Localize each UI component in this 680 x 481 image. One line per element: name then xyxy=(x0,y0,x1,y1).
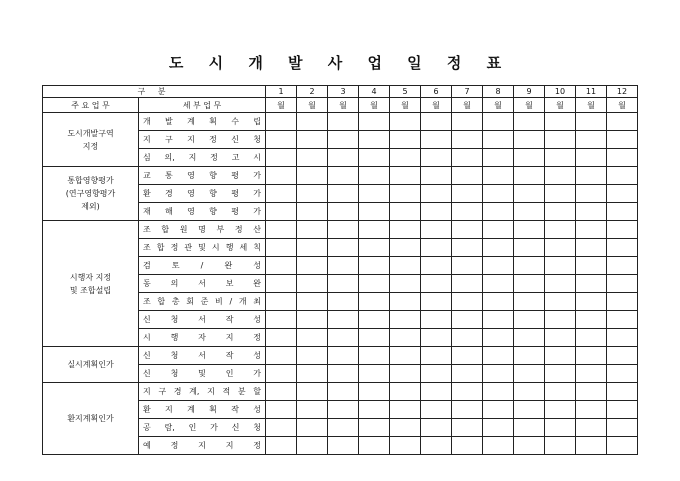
schedule-cell[interactable] xyxy=(576,293,607,311)
main-task-label: 통합영향평가 xyxy=(67,176,114,185)
schedule-cell[interactable] xyxy=(328,293,359,311)
schedule-cell[interactable] xyxy=(297,437,328,455)
schedule-cell[interactable] xyxy=(607,347,638,365)
schedule-cell[interactable] xyxy=(576,365,607,383)
schedule-cell[interactable] xyxy=(266,203,297,221)
schedule-cell[interactable] xyxy=(390,437,421,455)
schedule-cell[interactable] xyxy=(607,293,638,311)
month-unit: 월 xyxy=(545,98,576,113)
schedule-cell[interactable] xyxy=(390,257,421,275)
schedule-cell[interactable] xyxy=(297,131,328,149)
schedule-cell[interactable] xyxy=(483,185,514,203)
schedule-cell[interactable] xyxy=(359,347,390,365)
schedule-cell[interactable] xyxy=(483,401,514,419)
schedule-cell[interactable] xyxy=(514,257,545,275)
detail-task-cell: 공 람, 인 가 신 청 xyxy=(139,419,266,437)
main-task-label: 제외) xyxy=(81,202,100,211)
schedule-cell[interactable] xyxy=(514,149,545,167)
schedule-cell[interactable] xyxy=(390,383,421,401)
schedule-cell[interactable] xyxy=(359,131,390,149)
month-number: 2 xyxy=(297,86,328,98)
schedule-cell[interactable] xyxy=(359,149,390,167)
schedule-cell[interactable] xyxy=(514,131,545,149)
detail-task-cell: 개 발 계 획 수 립 xyxy=(139,113,266,131)
detail-task-cell: 지 구 지 정 신 청 xyxy=(139,131,266,149)
schedule-cell[interactable] xyxy=(266,365,297,383)
schedule-cell[interactable] xyxy=(607,329,638,347)
month-unit: 월 xyxy=(452,98,483,113)
schedule-cell[interactable] xyxy=(576,401,607,419)
schedule-cell[interactable] xyxy=(297,365,328,383)
schedule-cell[interactable] xyxy=(545,113,576,131)
schedule-cell[interactable] xyxy=(297,239,328,257)
schedule-cell[interactable] xyxy=(297,401,328,419)
schedule-cell[interactable] xyxy=(390,239,421,257)
schedule-cell[interactable] xyxy=(297,257,328,275)
schedule-cell[interactable] xyxy=(576,221,607,239)
month-number: 6 xyxy=(421,86,452,98)
schedule-cell[interactable] xyxy=(390,275,421,293)
schedule-cell[interactable] xyxy=(359,401,390,419)
schedule-cell[interactable] xyxy=(607,221,638,239)
schedule-cell[interactable] xyxy=(359,185,390,203)
schedule-cell[interactable] xyxy=(607,401,638,419)
schedule-cell[interactable] xyxy=(576,239,607,257)
schedule-cell[interactable] xyxy=(514,419,545,437)
schedule-cell[interactable] xyxy=(545,347,576,365)
schedule-cell[interactable] xyxy=(483,203,514,221)
schedule-cell[interactable] xyxy=(328,167,359,185)
schedule-cell[interactable] xyxy=(266,329,297,347)
schedule-cell[interactable] xyxy=(452,131,483,149)
month-number: 11 xyxy=(576,86,607,98)
schedule-cell[interactable] xyxy=(390,347,421,365)
schedule-cell[interactable] xyxy=(328,221,359,239)
schedule-cell[interactable] xyxy=(328,347,359,365)
detail-task-cell: 재 해 영 향 평 가 xyxy=(139,203,266,221)
schedule-cell[interactable] xyxy=(607,437,638,455)
schedule-cell[interactable] xyxy=(545,149,576,167)
schedule-cell[interactable] xyxy=(390,419,421,437)
schedule-cell[interactable] xyxy=(266,239,297,257)
schedule-cell[interactable] xyxy=(421,275,452,293)
schedule-cell[interactable] xyxy=(390,365,421,383)
detail-task-cell: 지 구 경 계, 지 적 분 할 xyxy=(139,383,266,401)
schedule-cell[interactable] xyxy=(328,437,359,455)
schedule-cell[interactable] xyxy=(328,149,359,167)
month-unit: 월 xyxy=(514,98,545,113)
schedule-cell[interactable] xyxy=(266,149,297,167)
schedule-cell[interactable] xyxy=(452,167,483,185)
detail-task-cell: 신 청 서 작 성 xyxy=(139,347,266,365)
main-task-label: 및 조합설립 xyxy=(69,285,112,295)
schedule-cell[interactable] xyxy=(607,149,638,167)
schedule-cell[interactable] xyxy=(297,113,328,131)
schedule-cell[interactable] xyxy=(297,383,328,401)
schedule-cell[interactable] xyxy=(483,437,514,455)
schedule-cell[interactable] xyxy=(359,365,390,383)
schedule-cell[interactable] xyxy=(483,257,514,275)
schedule-cell[interactable] xyxy=(545,437,576,455)
schedule-cell[interactable] xyxy=(514,293,545,311)
schedule-cell[interactable] xyxy=(266,275,297,293)
detail-task-cell: 예 정 지 지 정 xyxy=(139,437,266,455)
schedule-cell[interactable] xyxy=(607,311,638,329)
month-number: 9 xyxy=(514,86,545,98)
schedule-cell[interactable] xyxy=(390,167,421,185)
schedule-cell[interactable] xyxy=(421,167,452,185)
schedule-cell[interactable] xyxy=(545,275,576,293)
schedule-cell[interactable] xyxy=(545,383,576,401)
schedule-cell[interactable] xyxy=(421,401,452,419)
schedule-cell[interactable] xyxy=(328,203,359,221)
schedule-cell[interactable] xyxy=(576,185,607,203)
schedule-cell[interactable] xyxy=(576,347,607,365)
schedule-cell[interactable] xyxy=(421,329,452,347)
header-row-columns xyxy=(43,98,638,113)
main-task-label: (연구영향평가 xyxy=(65,189,116,198)
schedule-cell[interactable] xyxy=(452,239,483,257)
month-number: 8 xyxy=(483,86,514,98)
schedule-cell[interactable] xyxy=(514,347,545,365)
schedule-cell[interactable] xyxy=(576,149,607,167)
schedule-cell[interactable] xyxy=(297,275,328,293)
schedule-cell[interactable] xyxy=(545,365,576,383)
schedule-cell[interactable] xyxy=(328,185,359,203)
main-task-label: 실시계획인가 xyxy=(67,360,114,369)
schedule-cell[interactable] xyxy=(545,293,576,311)
schedule-cell[interactable] xyxy=(545,329,576,347)
table-row xyxy=(43,221,638,239)
schedule-cell[interactable] xyxy=(266,383,297,401)
schedule-cell[interactable] xyxy=(359,221,390,239)
schedule-cell[interactable] xyxy=(576,203,607,221)
schedule-cell[interactable] xyxy=(452,437,483,455)
page-title: 도 시 개 발 사 업 일 정 표 xyxy=(168,54,512,72)
schedule-cell[interactable] xyxy=(607,167,638,185)
schedule-cell[interactable] xyxy=(452,221,483,239)
schedule-cell[interactable] xyxy=(421,203,452,221)
schedule-cell[interactable] xyxy=(545,167,576,185)
schedule-cell[interactable] xyxy=(607,257,638,275)
schedule-cell[interactable] xyxy=(328,401,359,419)
detail-task-cell: 심 의, 지 정 고 시 xyxy=(139,149,266,167)
schedule-cell[interactable] xyxy=(483,419,514,437)
main-task-label: 지정 xyxy=(82,141,99,151)
schedule-cell[interactable] xyxy=(390,203,421,221)
schedule-cell[interactable] xyxy=(359,203,390,221)
schedule-cell[interactable] xyxy=(514,185,545,203)
schedule-cell[interactable] xyxy=(390,221,421,239)
schedule-cell[interactable] xyxy=(514,239,545,257)
schedule-cell[interactable] xyxy=(359,437,390,455)
month-number: 5 xyxy=(390,86,421,98)
schedule-cell[interactable] xyxy=(514,113,545,131)
schedule-cell[interactable] xyxy=(452,149,483,167)
schedule-cell[interactable] xyxy=(421,311,452,329)
main-task-label: 도시개발구역 xyxy=(67,128,114,138)
schedule-cell[interactable] xyxy=(266,419,297,437)
schedule-cell[interactable] xyxy=(421,293,452,311)
schedule-cell[interactable] xyxy=(266,167,297,185)
schedule-cell[interactable] xyxy=(545,221,576,239)
schedule-cell[interactable] xyxy=(297,203,328,221)
main-task-label: 시행자 지정 xyxy=(69,272,112,282)
table-row xyxy=(43,347,638,365)
schedule-cell[interactable] xyxy=(483,149,514,167)
schedule-cell[interactable] xyxy=(328,131,359,149)
schedule-cell[interactable] xyxy=(576,113,607,131)
schedule-cell[interactable] xyxy=(607,419,638,437)
detail-task-cell: 조 합 총 회 준 비 / 개 최 xyxy=(139,293,266,311)
schedule-cell[interactable] xyxy=(390,329,421,347)
schedule-cell[interactable] xyxy=(328,419,359,437)
schedule-cell[interactable] xyxy=(297,329,328,347)
schedule-cell[interactable] xyxy=(297,347,328,365)
schedule-cell[interactable] xyxy=(266,131,297,149)
schedule-cell[interactable] xyxy=(328,239,359,257)
schedule-cell[interactable] xyxy=(328,365,359,383)
schedule-cell[interactable] xyxy=(359,257,390,275)
month-number: 12 xyxy=(607,86,638,98)
month-unit: 월 xyxy=(576,98,607,113)
schedule-cell[interactable] xyxy=(421,347,452,365)
schedule-cell[interactable] xyxy=(483,347,514,365)
schedule-cell[interactable] xyxy=(576,311,607,329)
schedule-cell[interactable] xyxy=(390,293,421,311)
schedule-cell[interactable] xyxy=(545,185,576,203)
schedule-cell[interactable] xyxy=(483,131,514,149)
schedule-cell[interactable] xyxy=(452,383,483,401)
month-number: 4 xyxy=(359,86,390,98)
category-header: 구 분 xyxy=(43,86,266,98)
schedule-cell[interactable] xyxy=(452,113,483,131)
detail-task-cell: 신 청 및 인 가 xyxy=(139,365,266,383)
schedule-cell[interactable] xyxy=(266,185,297,203)
schedule-cell[interactable] xyxy=(483,167,514,185)
schedule-cell[interactable] xyxy=(514,401,545,419)
schedule-cell[interactable] xyxy=(390,113,421,131)
schedule-cell[interactable] xyxy=(328,311,359,329)
detail-task-cell: 환 경 영 향 평 가 xyxy=(139,185,266,203)
schedule-cell[interactable] xyxy=(266,113,297,131)
schedule-cell[interactable] xyxy=(483,311,514,329)
header-row-category xyxy=(43,86,638,98)
month-unit: 월 xyxy=(266,98,297,113)
schedule-cell[interactable] xyxy=(390,149,421,167)
schedule-cell[interactable] xyxy=(359,293,390,311)
table-row xyxy=(43,167,638,185)
schedule-cell[interactable] xyxy=(452,329,483,347)
schedule-cell[interactable] xyxy=(607,239,638,257)
schedule-cell[interactable] xyxy=(452,293,483,311)
schedule-cell[interactable] xyxy=(297,293,328,311)
month-unit: 월 xyxy=(390,98,421,113)
schedule-cell[interactable] xyxy=(359,329,390,347)
schedule-cell[interactable] xyxy=(514,203,545,221)
schedule-cell[interactable] xyxy=(266,221,297,239)
month-unit: 월 xyxy=(297,98,328,113)
month-unit: 월 xyxy=(359,98,390,113)
schedule-cell[interactable] xyxy=(607,275,638,293)
schedule-cell[interactable] xyxy=(483,383,514,401)
schedule-cell[interactable] xyxy=(452,185,483,203)
schedule-cell[interactable] xyxy=(514,221,545,239)
schedule-cell[interactable] xyxy=(576,383,607,401)
schedule-cell[interactable] xyxy=(483,239,514,257)
main-task-cell xyxy=(43,113,139,167)
schedule-cell[interactable] xyxy=(297,149,328,167)
schedule-cell[interactable] xyxy=(266,347,297,365)
month-number: 7 xyxy=(452,86,483,98)
schedule-cell[interactable] xyxy=(421,185,452,203)
schedule-cell[interactable] xyxy=(359,113,390,131)
schedule-cell[interactable] xyxy=(514,437,545,455)
main-task-label: 환지계획인가 xyxy=(67,414,114,423)
schedule-cell[interactable] xyxy=(421,257,452,275)
schedule-cell[interactable] xyxy=(359,275,390,293)
schedule-cell[interactable] xyxy=(328,329,359,347)
schedule-cell[interactable] xyxy=(266,311,297,329)
schedule-cell[interactable] xyxy=(514,365,545,383)
schedule-cell[interactable] xyxy=(390,311,421,329)
month-unit: 월 xyxy=(328,98,359,113)
schedule-cell[interactable] xyxy=(421,239,452,257)
schedule-table xyxy=(42,85,638,455)
schedule-cell[interactable] xyxy=(266,401,297,419)
schedule-cell[interactable] xyxy=(421,419,452,437)
schedule-cell[interactable] xyxy=(421,383,452,401)
schedule-cell[interactable] xyxy=(359,311,390,329)
schedule-cell[interactable] xyxy=(328,257,359,275)
main-task-cell xyxy=(43,167,139,221)
detail-task-cell: 환 지 계 획 작 성 xyxy=(139,401,266,419)
schedule-cell[interactable] xyxy=(545,257,576,275)
schedule-cell[interactable] xyxy=(266,437,297,455)
schedule-cell[interactable] xyxy=(607,365,638,383)
table-row xyxy=(43,113,638,131)
detail-task-cell: 동 의 서 보 완 xyxy=(139,275,266,293)
schedule-body xyxy=(43,86,638,455)
schedule-cell[interactable] xyxy=(545,419,576,437)
schedule-cell[interactable] xyxy=(328,383,359,401)
detail-task-cell: 신 청 서 작 성 xyxy=(139,311,266,329)
schedule-cell[interactable] xyxy=(421,221,452,239)
schedule-cell[interactable] xyxy=(297,311,328,329)
schedule-cell[interactable] xyxy=(545,203,576,221)
schedule-cell[interactable] xyxy=(452,401,483,419)
schedule-cell[interactable] xyxy=(452,275,483,293)
schedule-cell[interactable] xyxy=(607,113,638,131)
schedule-cell[interactable] xyxy=(297,221,328,239)
schedule-cell[interactable] xyxy=(359,383,390,401)
schedule-cell[interactable] xyxy=(421,113,452,131)
schedule-cell[interactable] xyxy=(576,257,607,275)
schedule-cell[interactable] xyxy=(266,293,297,311)
schedule-cell[interactable] xyxy=(607,185,638,203)
schedule-cell[interactable] xyxy=(545,131,576,149)
schedule-cell[interactable] xyxy=(607,131,638,149)
detail-task-cell: 시 행 자 지 정 xyxy=(139,329,266,347)
schedule-cell[interactable] xyxy=(483,275,514,293)
schedule-cell[interactable] xyxy=(607,203,638,221)
schedule-cell[interactable] xyxy=(483,221,514,239)
schedule-cell[interactable] xyxy=(514,311,545,329)
month-number: 1 xyxy=(266,86,297,98)
schedule-cell[interactable] xyxy=(421,365,452,383)
schedule-cell[interactable] xyxy=(390,401,421,419)
schedule-cell[interactable] xyxy=(390,185,421,203)
month-unit: 월 xyxy=(607,98,638,113)
schedule-cell[interactable] xyxy=(452,419,483,437)
detail-task-cell: 조 합 원 명 부 정 산 xyxy=(139,221,266,239)
schedule-cell[interactable] xyxy=(483,113,514,131)
month-unit: 월 xyxy=(421,98,452,113)
main-task-cell xyxy=(43,347,139,383)
schedule-cell[interactable] xyxy=(576,419,607,437)
schedule-cell[interactable] xyxy=(483,329,514,347)
month-number: 10 xyxy=(545,86,576,98)
month-number: 3 xyxy=(328,86,359,98)
schedule-cell[interactable] xyxy=(452,365,483,383)
schedule-cell[interactable] xyxy=(359,239,390,257)
schedule-cell[interactable] xyxy=(514,383,545,401)
schedule-cell[interactable] xyxy=(514,167,545,185)
schedule-cell[interactable] xyxy=(452,347,483,365)
schedule-cell[interactable] xyxy=(421,149,452,167)
table-row xyxy=(43,383,638,401)
schedule-cell[interactable] xyxy=(452,203,483,221)
schedule-cell[interactable] xyxy=(328,113,359,131)
schedule-cell[interactable] xyxy=(576,167,607,185)
schedule-cell[interactable] xyxy=(359,167,390,185)
detail-task-cell: 조 합 정 관 및 시 행 세 칙 xyxy=(139,239,266,257)
schedule-cell[interactable] xyxy=(483,293,514,311)
schedule-cell[interactable] xyxy=(545,311,576,329)
schedule-cell[interactable] xyxy=(421,131,452,149)
schedule-cell[interactable] xyxy=(328,275,359,293)
schedule-cell[interactable] xyxy=(297,185,328,203)
schedule-cell[interactable] xyxy=(576,275,607,293)
main-task-header: 주 요 업 무 xyxy=(43,98,139,113)
schedule-cell[interactable] xyxy=(297,167,328,185)
schedule-cell[interactable] xyxy=(359,419,390,437)
schedule-cell[interactable] xyxy=(297,419,328,437)
schedule-cell[interactable] xyxy=(576,131,607,149)
main-task-cell xyxy=(43,383,139,455)
detail-task-cell: 교 통 영 향 평 가 xyxy=(139,167,266,185)
schedule-cell[interactable] xyxy=(390,131,421,149)
schedule-cell[interactable] xyxy=(576,437,607,455)
schedule-cell[interactable] xyxy=(607,383,638,401)
detail-task-cell: 검 토 / 완 성 xyxy=(139,257,266,275)
schedule-cell[interactable] xyxy=(452,257,483,275)
schedule-cell[interactable] xyxy=(421,437,452,455)
schedule-cell[interactable] xyxy=(483,365,514,383)
schedule-cell[interactable] xyxy=(514,275,545,293)
main-task-cell xyxy=(43,221,139,347)
schedule-cell[interactable] xyxy=(545,401,576,419)
schedule-cell[interactable] xyxy=(514,329,545,347)
schedule-cell[interactable] xyxy=(452,311,483,329)
schedule-cell[interactable] xyxy=(266,257,297,275)
detail-task-header: 세 부 업 무 xyxy=(139,98,266,113)
schedule-cell[interactable] xyxy=(576,329,607,347)
month-unit: 월 xyxy=(483,98,514,113)
schedule-cell[interactable] xyxy=(545,239,576,257)
